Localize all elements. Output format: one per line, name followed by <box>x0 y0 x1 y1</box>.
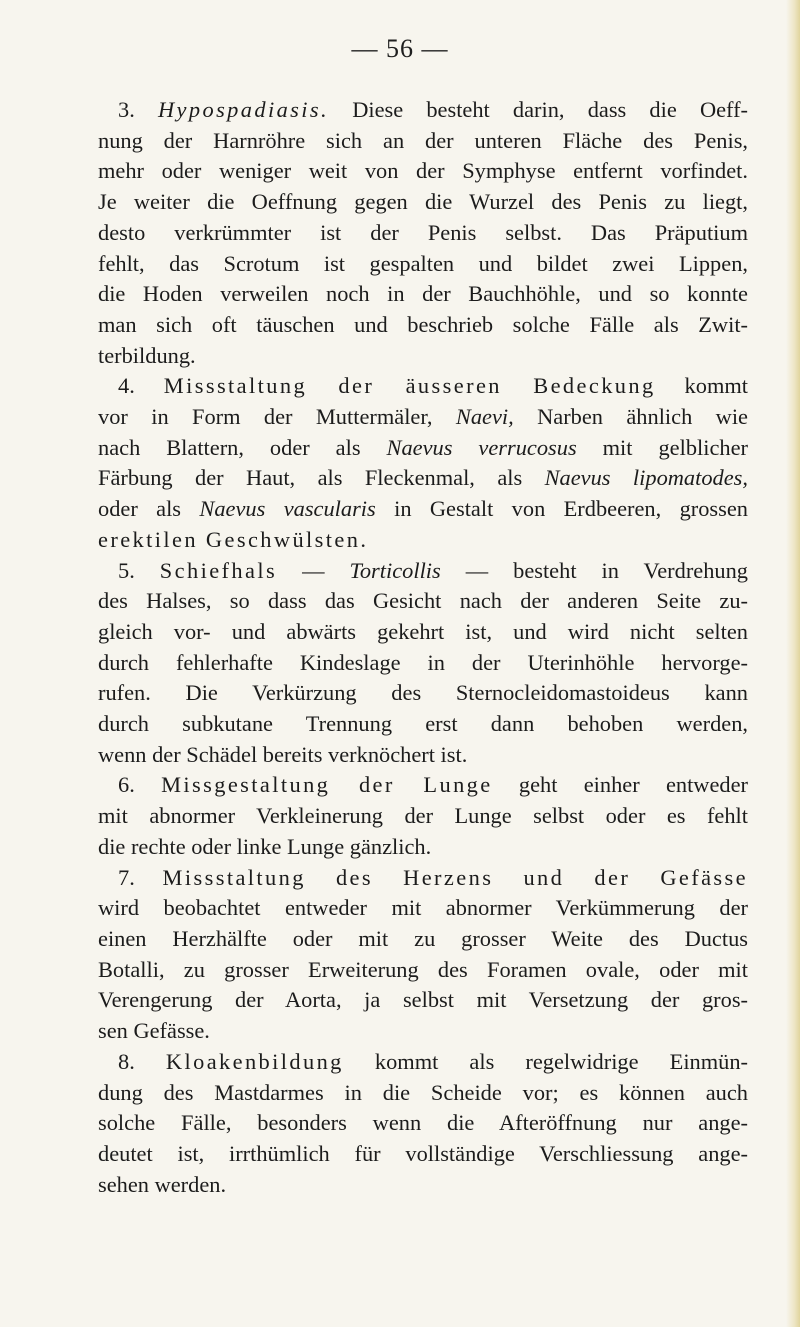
text-line <box>98 341 748 372</box>
text-line <box>98 863 748 894</box>
text-run: Je weiter die Oeffnung gegen die Wurzel des Penis zu liegt, <box>98 189 748 215</box>
text-run: kommt als regelwidrige Einmün- <box>343 1048 748 1074</box>
text-line <box>98 494 748 525</box>
text-run: einen Herzhälfte oder mit zu grosser Weite des Ductus <box>98 925 748 951</box>
text-line <box>98 1139 748 1170</box>
text-run: Narben ähnlich wie <box>513 404 748 430</box>
spaced-heading: Missstaltung der äusseren Bedeckung <box>163 373 656 399</box>
text-line <box>98 463 748 494</box>
text-line <box>98 371 748 402</box>
text-line <box>98 586 748 617</box>
text-run: desto verkrümmter ist der Penis selbst. Das Präputium <box>98 219 748 245</box>
text-line <box>98 126 748 157</box>
text-run: Diese besteht darin, dass die Oeff- <box>329 97 748 122</box>
text-line <box>98 187 748 218</box>
text-run: Botalli, zu grosser Erweiterung des Foramen ovale, oder mit <box>98 956 748 982</box>
text-line <box>98 1016 748 1047</box>
text-line <box>98 279 748 310</box>
italic-term: Torticollis <box>349 557 441 583</box>
text-line <box>98 1047 748 1078</box>
text-run: sehen werden. <box>98 1171 227 1197</box>
text-line <box>98 1108 748 1139</box>
text-run: gleich vor- und abwärts gekehrt ist, und wird nicht selten <box>98 618 748 644</box>
text-line <box>98 433 748 464</box>
text-run: dung des Mastdarmes in die Scheide vor; es können auch <box>98 1079 748 1105</box>
text-line <box>98 893 748 924</box>
text-run: Färbung der Haut, als Fleckenmal, als <box>98 465 545 491</box>
text-run: mit gelblicher <box>576 434 748 460</box>
text-run: vor in Form der Muttermäler, <box>98 404 456 430</box>
italic-term: Naevus verrucosus <box>386 434 577 460</box>
text-run: die Hoden verweilen noch in der Bauchhöhle, und so konnte <box>98 281 748 307</box>
italic-term: Naevus vascularis <box>199 496 376 522</box>
text-line <box>98 955 748 986</box>
text-run: solche Fälle, besonders wenn die Afteröffnung nur ange- <box>98 1110 748 1136</box>
text-run: oder als <box>98 496 200 522</box>
text-line <box>98 832 748 863</box>
text-line <box>98 402 748 433</box>
spaced-heading: Kloakenbildung <box>165 1048 344 1074</box>
text-run: geht einher entweder <box>492 772 748 798</box>
spaced-heading: Missgestaltung der Lunge <box>161 772 493 798</box>
text-line <box>98 924 748 955</box>
text-line <box>98 310 748 341</box>
text-run: wenn der Schädel bereits verknöchert ist. <box>98 741 468 767</box>
text-run: rufen. Die Verkürzung des Sternocleidomastoideus kann <box>98 680 748 706</box>
text-line <box>98 678 748 709</box>
text-line <box>98 156 748 187</box>
text-run: sen Gefässe. <box>98 1018 210 1044</box>
text-line <box>98 770 748 801</box>
text-run: durch subkutane Trennung erst dann behoben werden, <box>98 711 748 737</box>
text-line <box>98 218 748 249</box>
text-run: durch fehlerhafte Kindeslage in der Uterinhöhle hervorge- <box>98 649 748 675</box>
text-run: 3. <box>118 97 158 122</box>
text-line <box>98 525 748 556</box>
text-line <box>98 556 748 587</box>
page-number: — 56 — <box>351 34 449 63</box>
page-edge-shadow <box>786 0 800 1327</box>
text-run: 4. <box>118 373 164 399</box>
italic-term: Hypospadiasis. <box>157 97 330 122</box>
text-run: wird beobachtet entweder mit abnormer Verkümmerung der <box>98 895 748 921</box>
text-run: deutet ist, irrthümlich für vollständige Verschliessung ange- <box>98 1140 748 1166</box>
italic-term: Naevi, <box>455 404 514 430</box>
text-run: mehr oder weniger weit von der Symphyse entfernt vorfindet. <box>98 158 748 184</box>
text-run: des Halses, so dass das Gesicht nach der anderen Seite zu- <box>98 588 748 614</box>
text-run: Verengerung der Aorta, ja selbst mit Versetzung der gros- <box>98 987 748 1013</box>
text-run: fehlt, das Scrotum ist gespalten und bildet zwei Lippen, <box>98 250 748 276</box>
text-run: 6. <box>118 772 162 798</box>
text-run: in Gestalt von Erdbeeren, grossen <box>375 496 748 522</box>
text-run: — <box>277 557 350 583</box>
spaced-heading: Missstaltung des Herzens und der Gefässe <box>162 864 748 890</box>
text-line <box>98 95 748 126</box>
text-line <box>98 1078 748 1109</box>
text-line <box>98 1170 748 1201</box>
italic-term: Naevus lipomatodes, <box>544 465 748 491</box>
text-run: mit abnormer Verkleinerung der Lunge selbst oder es fehlt <box>98 803 748 829</box>
spaced-heading: Schiefhals <box>159 557 278 583</box>
text-line <box>98 740 748 771</box>
text-line <box>98 617 748 648</box>
text-run: 5. <box>118 557 160 583</box>
text-line <box>98 985 748 1016</box>
body-text <box>98 95 748 1200</box>
text-run: kommt <box>655 373 748 399</box>
text-line <box>98 709 748 740</box>
text-run: — besteht in Verdrehung <box>440 557 748 583</box>
text-line <box>98 249 748 280</box>
text-line <box>98 801 748 832</box>
text-run: nung der Harnröhre sich an der unteren Fläche des Penis, <box>98 127 748 153</box>
text-run: 8. <box>118 1048 166 1074</box>
text-run: nach Blattern, oder als <box>98 434 387 460</box>
text-run: man sich oft täuschen und beschrieb solche Fälle als Zwit- <box>98 311 748 337</box>
text-run: 7. <box>118 864 163 890</box>
text-run: die rechte oder linke Lunge gänzlich. <box>98 833 432 859</box>
text-run: terbildung. <box>98 342 196 368</box>
text-run: erektilen Geschwülsten. <box>98 526 369 552</box>
text-line <box>98 648 748 679</box>
